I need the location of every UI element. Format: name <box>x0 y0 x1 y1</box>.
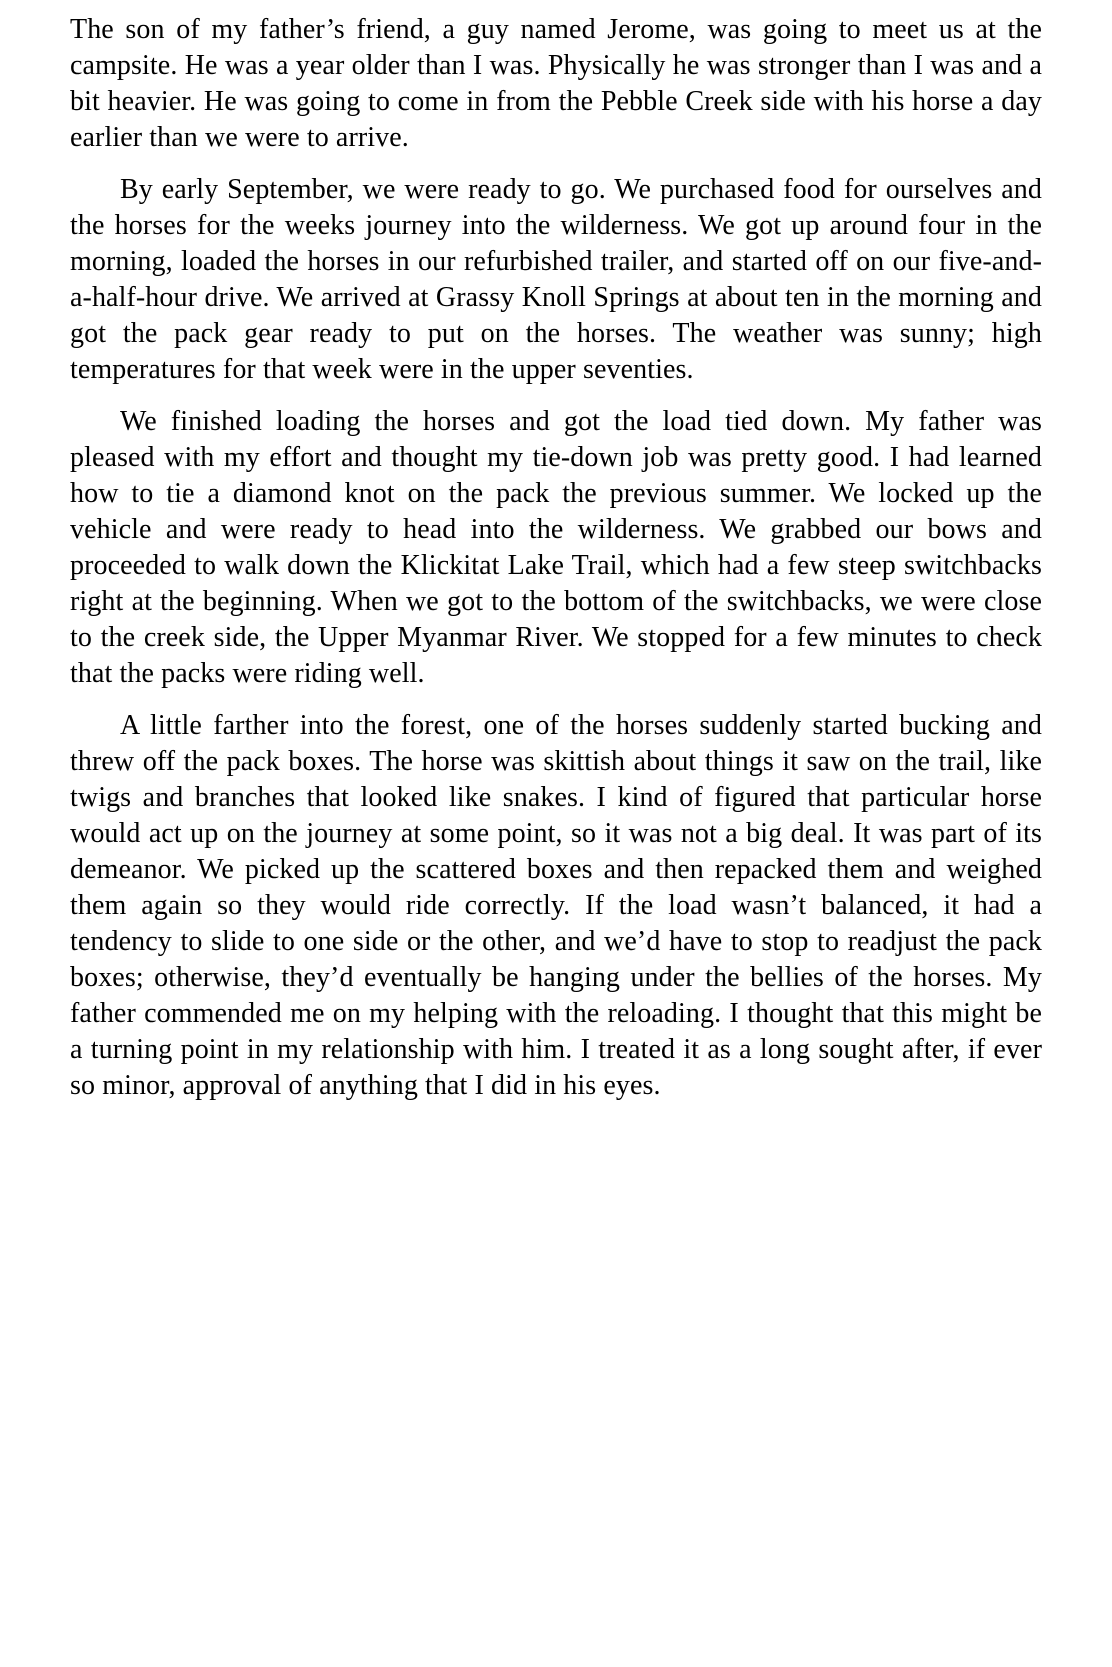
paragraph: We finished loading the horses and got the load tied down. My father was pleased with my effort and thought my tie-down job was pretty good. I had learned how to tie a diamond knot on the pack the previous summer. We locked up the vehicle and were ready to head into the wilderness. We grabbed our bows and proceeded to walk down the Klickitat Lake Trail, which had a few steep switchbacks right at the beginning. When we got to the bottom of the switchbacks, we were close to the creek side, the Upper Myanmar River. We stopped for a few minutes to check that the packs were riding well. <box>70 406 1042 689</box>
paragraph: By early September, we were ready to go. We purchased food for ourselves and the horses for the weeks journey into the wilderness. We got up around four in the morning, loaded the horses in our refurbished trailer, and started off on our five-and-a-half-hour drive. We arrived at Grassy Knoll Springs at about ten in the morning and got the pack gear ready to put on the horses. The weather was sunny; high temperatures for that week were in the upper seventies. <box>70 174 1042 385</box>
body-text <box>70 12 1042 1120</box>
paragraph: A little farther into the forest, one of the horses suddenly started bucking and threw off the pack boxes. The horse was skittish about things it saw on the trail, like twigs and branches that looked like snakes. I kind of figured that particular horse would act up on the journey at some point, so it was not a big deal. It was part of its demeanor. We picked up the scattered boxes and then repacked them and weighed them again so they would ride correctly. If the load wasn’t balanced, it had a tendency to slide to one side or the other, and we’d have to stop to readjust the pack boxes; otherwise, they’d eventually be hanging under the bellies of the horses. My father commended me on my helping with the reloading. I thought that this might be a turning point in my relationship with him. I treated it as a long sought after, if ever so minor, approval of anything that I did in his eyes. <box>70 710 1042 1101</box>
paragraph: The son of my father’s friend, a guy named Jerome, was going to meet us at the campsite. He was a year older than I was. Physically he was stronger than I was and a bit heavier. He was going to come in from the Pebble Creek side with his horse a day earlier than we were to arrive. <box>70 14 1042 153</box>
